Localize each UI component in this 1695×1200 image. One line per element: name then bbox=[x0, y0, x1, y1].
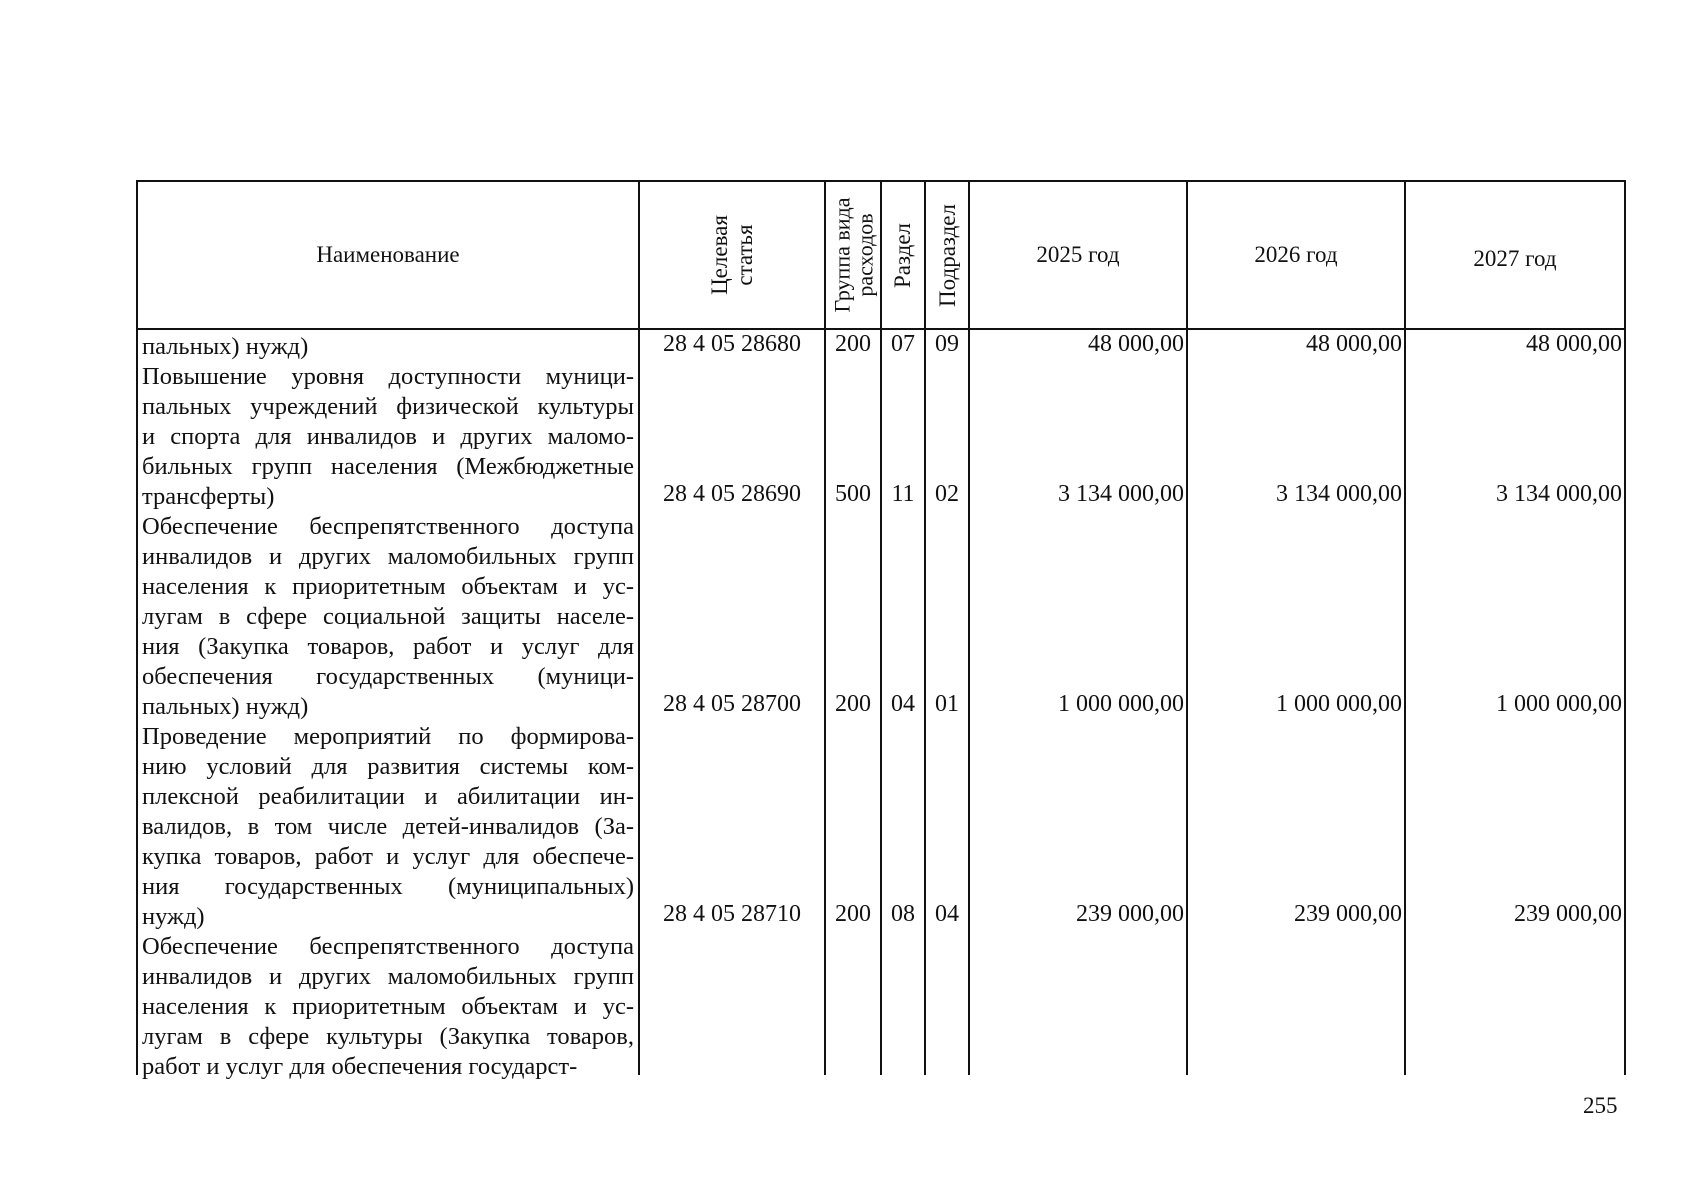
row-name-line: инвалидов и других маломобильных групп bbox=[142, 543, 634, 570]
cell-2026: 1 000 000,00 bbox=[1276, 691, 1402, 717]
cell-target-article: 28 4 05 28700 bbox=[663, 691, 801, 717]
cell-expense-group: 200 bbox=[835, 901, 871, 927]
row-name-line: ния государственных (муниципальных) bbox=[142, 873, 634, 900]
cell-expense-group: 200 bbox=[835, 331, 871, 357]
page-number: 255 bbox=[1583, 1093, 1618, 1118]
header-2027 bbox=[1406, 186, 1624, 332]
row-name-line: пальных) нужд) bbox=[142, 693, 309, 720]
header-section-label: Раздел bbox=[890, 222, 916, 288]
cell-section: 07 bbox=[891, 331, 915, 357]
cell-2026: 48 000,00 bbox=[1306, 331, 1402, 357]
row-name-line: валидов, в том числе детей-инвалидов (За- bbox=[142, 813, 634, 840]
header-2025-label: 2025 год bbox=[1036, 242, 1120, 267]
cell-target-article: 28 4 05 28680 bbox=[663, 331, 801, 357]
cell-2025: 3 134 000,00 bbox=[1058, 481, 1184, 507]
table-right-border bbox=[1624, 180, 1626, 330]
cell-2027: 48 000,00 bbox=[1526, 331, 1622, 357]
cell-section: 11 bbox=[891, 481, 915, 507]
row-name-line: Повышение уровня доступности муници- bbox=[142, 363, 634, 390]
cell-2026: 3 134 000,00 bbox=[1276, 481, 1402, 507]
row-name-line: населения к приоритетным объектам и ус- bbox=[142, 993, 634, 1020]
header-target-line2: статья bbox=[731, 224, 757, 286]
header-group-line2: расходов bbox=[852, 213, 878, 297]
cell-subsection: 01 bbox=[935, 691, 959, 717]
cell-2027: 1 000 000,00 bbox=[1496, 691, 1622, 717]
cell-target-article: 28 4 05 28690 bbox=[663, 481, 801, 507]
cell-subsection: 04 bbox=[935, 901, 959, 927]
row-name-line: плексной реабилитации и абилитации ин- bbox=[142, 783, 634, 810]
header-target-line1: Целевая bbox=[706, 215, 732, 295]
row-name-line: и спорта для инвалидов и других маломо- bbox=[142, 423, 634, 450]
header-target-article bbox=[640, 182, 824, 328]
row-name-line: населения к приоритетным объектам и ус- bbox=[142, 573, 634, 600]
row-name-line: трансферты) bbox=[142, 483, 275, 510]
header-expense-group bbox=[826, 182, 880, 328]
header-group-line1: Группа вида bbox=[829, 197, 855, 313]
header-subsection-label: Подраздел bbox=[934, 203, 960, 307]
row-name-line: работ и услуг для обеспечения государст- bbox=[142, 1053, 578, 1080]
row-name-line: Проведение мероприятий по формирова- bbox=[142, 723, 634, 750]
budget-table bbox=[136, 180, 1626, 1080]
cell-2025: 48 000,00 bbox=[1088, 331, 1184, 357]
cell-2025: 239 000,00 bbox=[1076, 901, 1184, 927]
cell-section: 04 bbox=[891, 691, 915, 717]
row-name-line: лугам в сфере социальной защиты населе- bbox=[142, 603, 634, 630]
row-name-line: купка товаров, работ и услуг для обеспече- bbox=[142, 843, 634, 870]
cell-2025: 1 000 000,00 bbox=[1058, 691, 1184, 717]
row-name-line: Обеспечение беспрепятственного доступа bbox=[142, 513, 634, 540]
row-name-line: нужд) bbox=[142, 903, 205, 930]
name-column bbox=[142, 332, 634, 1082]
header-2026-label: 2026 год bbox=[1254, 242, 1338, 267]
header-name-label: Наименование bbox=[316, 242, 460, 267]
header-2026 bbox=[1188, 182, 1404, 328]
cell-target-article: 28 4 05 28710 bbox=[663, 901, 801, 927]
row-name-line: Обеспечение беспрепятственного доступа bbox=[142, 933, 634, 960]
table-right-border bbox=[1624, 330, 1626, 1075]
cell-expense-group: 200 bbox=[835, 691, 871, 717]
row-name-line: ния (Закупка товаров, работ и услуг для bbox=[142, 633, 634, 660]
row-name-line: пальных) нужд) bbox=[142, 333, 309, 360]
row-name-line: нию условий для развития системы ком- bbox=[142, 753, 634, 780]
cell-subsection: 02 bbox=[935, 481, 959, 507]
header-section bbox=[882, 182, 924, 328]
header-2025 bbox=[970, 182, 1186, 328]
cell-2027: 239 000,00 bbox=[1514, 901, 1622, 927]
row-name-line: лугам в сфере культуры (Закупка товаров, bbox=[142, 1023, 634, 1050]
cell-expense-group: 500 bbox=[835, 481, 871, 507]
row-name-line: бильных групп населения (Межбюджетные bbox=[142, 453, 634, 480]
cell-2026: 239 000,00 bbox=[1294, 901, 1402, 927]
cell-subsection: 09 bbox=[935, 331, 959, 357]
header-name bbox=[138, 182, 638, 328]
cell-section: 08 bbox=[891, 901, 915, 927]
row-name-line: инвалидов и других маломобильных групп bbox=[142, 963, 634, 990]
row-name-line: обеспечения государственных (муници- bbox=[142, 663, 634, 690]
cell-2027: 3 134 000,00 bbox=[1496, 481, 1622, 507]
header-subsection bbox=[926, 182, 968, 328]
header-2027-label: 2027 год bbox=[1473, 246, 1557, 271]
row-name-line: пальных учреждений физической культуры bbox=[142, 393, 634, 420]
